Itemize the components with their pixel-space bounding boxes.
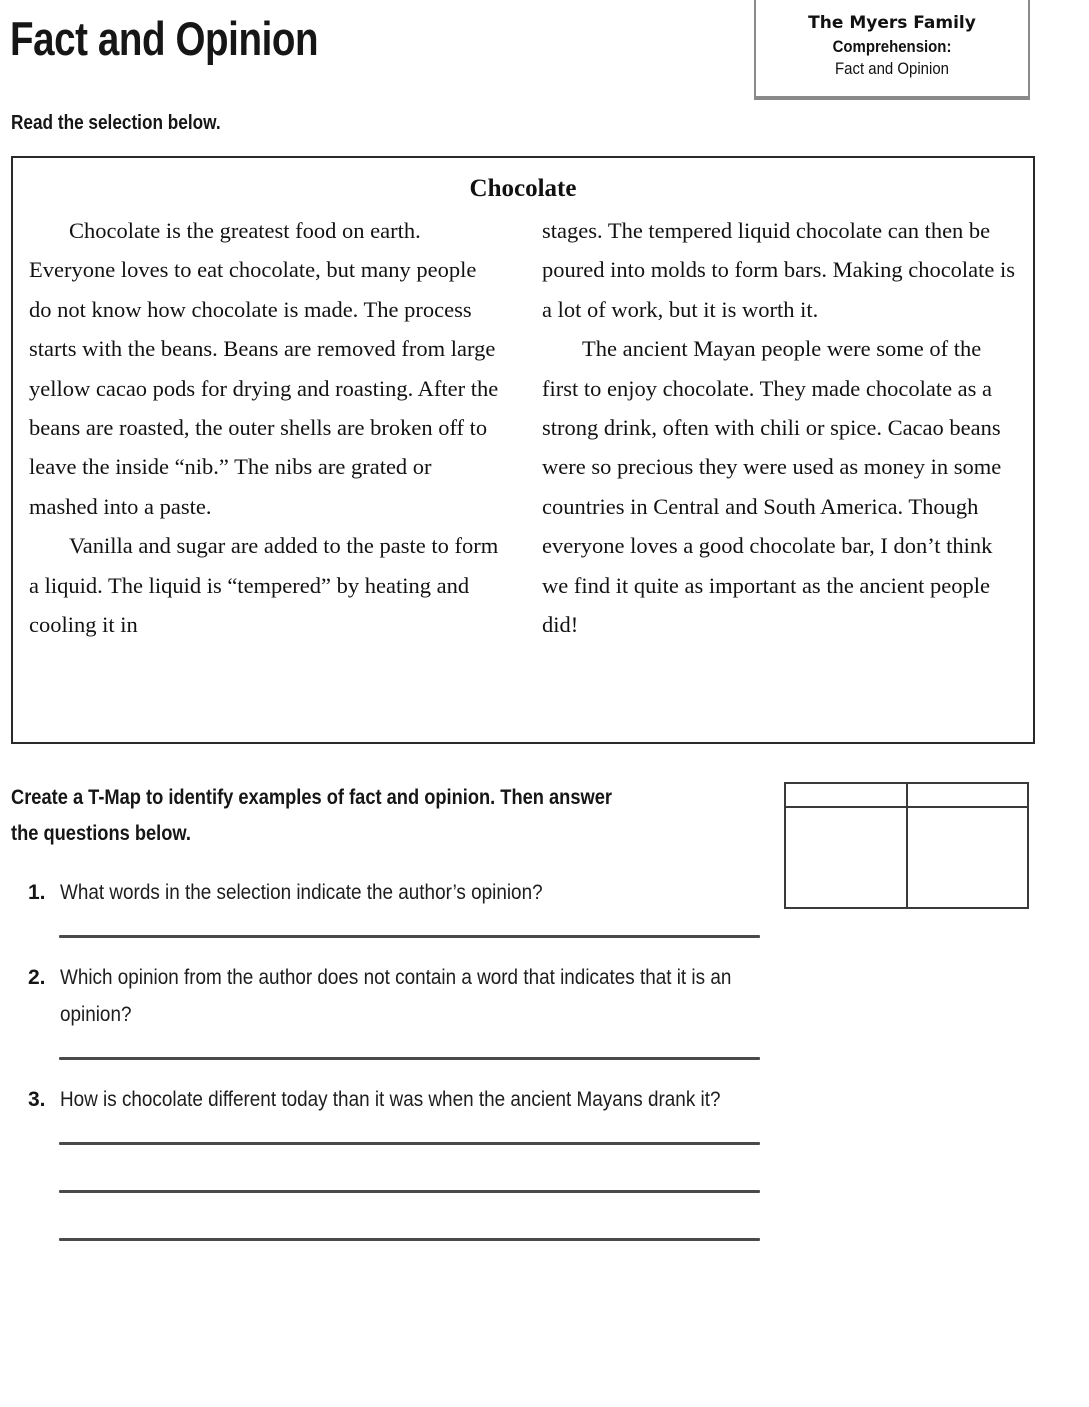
passage-title: Chocolate xyxy=(469,175,577,202)
question-row xyxy=(0,959,1089,1033)
passage-columns xyxy=(13,211,1033,644)
answer-line[interactable] xyxy=(59,1238,760,1241)
t-map-header-cell-left[interactable] xyxy=(785,783,907,807)
questions-list xyxy=(0,874,1089,1241)
skill-category-label: Comprehension: xyxy=(832,37,952,56)
reading-passage-box xyxy=(11,156,1035,744)
question-number: 1. xyxy=(28,881,46,904)
question-text: Which opinion from the author does not contain a word that indicates that it is an opinion? xyxy=(60,966,732,1026)
assignment-info-box xyxy=(754,0,1030,100)
question-number: 2. xyxy=(28,966,46,989)
family-name-label: The Myers Family xyxy=(808,13,976,33)
read-selection-instruction: Read the selection below. xyxy=(11,112,221,134)
passage-paragraph: The ancient Mayan people were some of the first to enjoy chocolate. They made chocolate as a strong drink, often with chili or spice. Cacao beans were so precious they were used as money in some countries in Central and South America. Though everyone loves a good chocolate bar, I don’t think we find it quite as important as the ancient people did! xyxy=(542,336,1002,638)
question-text: How is chocolate different today than it was when the ancient Mayans drank it? xyxy=(60,1088,721,1111)
skill-topic-label: Fact and Opinion xyxy=(835,59,949,78)
question-number: 3. xyxy=(28,1088,46,1111)
t-map-header-cell-right[interactable] xyxy=(907,783,1029,807)
answer-lines xyxy=(59,1142,760,1241)
passage-column-left xyxy=(29,211,504,644)
page-title: Fact and Opinion xyxy=(10,12,319,65)
question-block xyxy=(0,874,1089,959)
passage-column-right xyxy=(542,211,1017,644)
question-block xyxy=(0,959,1089,1081)
question-block xyxy=(0,1081,1089,1241)
question-text: What words in the selection indicate the author’s opinion? xyxy=(60,881,543,904)
question-row xyxy=(0,1081,1089,1118)
passage-paragraph: stages. The tempered liquid chocolate can then be poured into molds to form bars. Making chocolate is a lot of work, but it is worth it. xyxy=(542,218,1016,322)
question-row xyxy=(0,874,1089,911)
passage-paragraph: Vanilla and sugar are added to the paste to form a liquid. The liquid is “tempered” by heating and cooling it in xyxy=(29,533,499,638)
t-map-header-row xyxy=(785,783,1028,807)
passage-paragraph: Chocolate is the greatest food on earth. Everyone loves to eat chocolate, but many people do not know how chocolate is made. The process starts with the beans. Beans are removed from large yellow cacao pods for drying and roasting. After the beans are roasted, the outer shells are broken off to leave the inside “nib.” The nibs are grated or mashed into a paste. xyxy=(29,218,499,519)
activity-instruction: Create a T-Map to identify examples of fact and opinion. Then answer the questions below. xyxy=(11,786,612,845)
